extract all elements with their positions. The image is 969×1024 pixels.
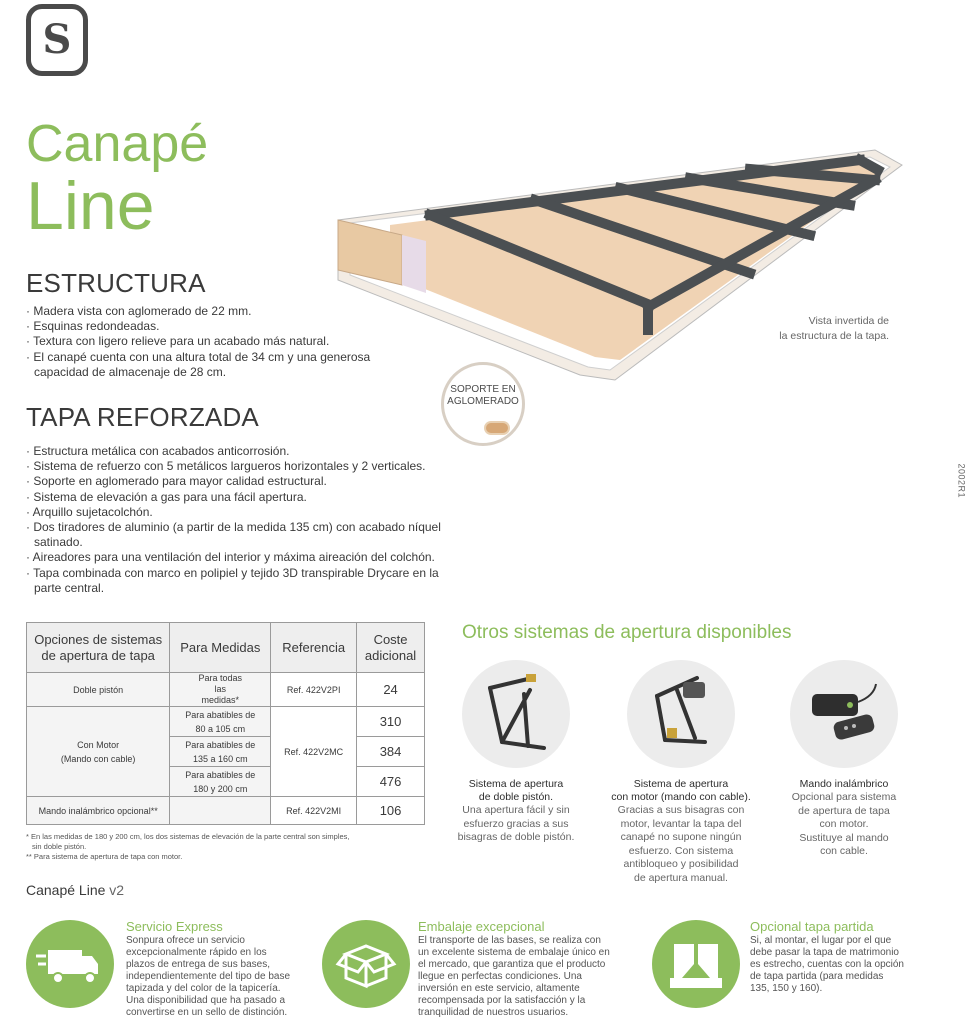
version-name: Canapé Line [26, 882, 106, 898]
feature-tapa-partida [750, 920, 950, 995]
feature-text-line: recompensada por la satisfacción y la [418, 995, 586, 1006]
medidas-line-1: Para abatibles de [185, 709, 256, 720]
product-title [26, 115, 209, 244]
tapa-heading: TAPA REFORZADA [26, 402, 259, 432]
medidas-line-2: 135 a 160 cm [193, 753, 248, 764]
table-row [27, 797, 425, 825]
package-box-icon [322, 920, 410, 1008]
table-row [27, 707, 425, 737]
cost-cell: 106 [357, 797, 425, 825]
medidas-cell [170, 767, 271, 797]
system-wireless [769, 660, 919, 859]
cost-cell: 24 [357, 673, 425, 707]
estructura-item: · Madera vista con aglomerado de 22 mm. [26, 304, 252, 318]
system-description-line: con cable. [820, 845, 868, 857]
medidas-line-1: Para abatibles de [185, 739, 256, 750]
cost-cell: 476 [357, 767, 425, 797]
estructura-item: · El canapé cuenta con una altura total de 34 cm y una generosa capacidad de almacenaje de 28 cm. [26, 349, 371, 379]
medidas-cell [170, 707, 271, 737]
feature-text-line: tapizada y del color de la tapicería. [126, 983, 281, 994]
estructura-item: · Textura con ligero relieve para un acabado más natural. [26, 334, 330, 349]
brand-logo [26, 4, 88, 76]
title-line-1: Canapé [26, 115, 209, 173]
feature-text-line: Sonpura ofrece un servicio [126, 935, 245, 946]
medidas-line-2: 80 a 105 cm [195, 723, 246, 734]
estructura-list [26, 304, 386, 380]
table-header: Referencia [271, 623, 357, 673]
feature-text-line: Si, al montar, el lugar por el que [750, 935, 892, 946]
table-header-row [27, 623, 425, 673]
support-badge [441, 362, 525, 446]
feature-text-line: debe pasar la tapa de matrimonio [750, 947, 899, 958]
feature-text-line: llegue en perfectas condiciones. Una [418, 971, 582, 982]
feature-text-line: inversión en este servicio, altamente [418, 983, 580, 994]
system-description-line: motor, levantar la tapa del [620, 817, 742, 830]
tapa-item: · Sistema de elevación a gas para una fácil apertura. [26, 489, 307, 504]
feature-text-line: 135, 150 y 160). [750, 983, 823, 994]
system-title-line-2: con motor (mando con cable). [611, 791, 751, 803]
bed-frame-illustration [330, 125, 905, 385]
system-double-piston [441, 660, 591, 845]
system-title-line-2: de doble pistón. [478, 791, 554, 803]
feature-embalaje [418, 920, 628, 1019]
system-description-line: Sustituye al mando [799, 831, 889, 844]
reference-cell: Ref. 422V2MC [271, 707, 357, 797]
system-title-line-1: Sistema de apertura [633, 778, 729, 790]
estructura-item: · Esquinas redondeadas. [26, 319, 160, 334]
tapa-list [26, 444, 446, 596]
system-description-line: canapé no supone ningún [620, 831, 742, 843]
badge-line-1: SOPORTE EN [450, 384, 516, 395]
medidas-cell [170, 737, 271, 767]
feature-servicio-express [126, 920, 316, 1019]
reference-cell: Ref. 422V2PI [271, 673, 357, 707]
badge-line-2: AGLOMERADO [447, 396, 519, 407]
system-description-line: con motor. [819, 818, 869, 830]
system-description-line: bisagras de doble pistón. [457, 831, 575, 843]
feature-title: Servicio Express [126, 919, 223, 934]
feature-text-line: un excelente sistema de embalaje único en [418, 947, 610, 958]
medidas-cell: Para todas las medidas* [170, 673, 271, 707]
option-line-1: Con Motor [77, 739, 120, 750]
tapa-item: · Arquillo sujetacolchón. [26, 504, 153, 519]
split-lid-icon [652, 920, 740, 1008]
table-header: Para Medidas [170, 623, 271, 673]
option-line-2: (Mando con cable) [60, 753, 136, 764]
medidas-line-1: Para abatibles de [185, 769, 256, 780]
system-title [769, 778, 919, 791]
system-title-line-1: Sistema de apertura [468, 778, 564, 790]
feature-title: Opcional tapa partida [750, 919, 874, 934]
system-title-line-1: Mando inalámbrico [799, 778, 889, 790]
feature-text [418, 935, 628, 1019]
system-title [441, 778, 591, 804]
delivery-truck-icon [26, 920, 114, 1008]
tapa-item: · Tapa combinada con marco en polipiel y tejido 3D transpirable Drycare en la parte central. [26, 565, 439, 595]
motor-hinge-icon [627, 660, 735, 768]
system-description-line: Gracias a sus bisagras con [617, 804, 745, 816]
options-table [26, 622, 425, 825]
other-systems-title: Otros sistemas de apertura disponibles [462, 622, 792, 643]
tapa-item: · Sistema de refuerzo con 5 metálicos largueros horizontales y 2 verticales. [26, 459, 426, 474]
cost-cell: 384 [357, 737, 425, 767]
image-caption-line-1: Vista invertida de [808, 315, 889, 327]
footnote-1a: * En las medidas de 180 y 200 cm, los dos sistemas de elevación de la parte central son simples, [26, 832, 350, 841]
image-caption [779, 314, 889, 344]
feature-text-line: tranquilidad de nuestros usuarios. [418, 1007, 569, 1018]
tapa-item: · Aireadores para una ventilación del interior y máxima aireación del colchón. [26, 550, 435, 565]
tapa-item: · Soporte en aglomerado para mayor calidad estructural. [26, 474, 327, 489]
footnotes [26, 832, 350, 862]
estructura-heading: ESTRUCTURA [26, 268, 206, 298]
system-description-line: esfuerzo gracias a sus [463, 817, 569, 830]
version-number: v2 [109, 882, 125, 898]
footnote-1b: sin doble pistón. [32, 842, 87, 851]
system-description [606, 804, 756, 885]
wireless-remote-icon [790, 660, 898, 768]
table-row [27, 673, 425, 707]
feature-text-line: de tapa partida (para medidas [750, 971, 884, 982]
feature-text-line: plazos de entrega de sus bases, [126, 959, 270, 970]
system-description [441, 804, 591, 845]
reference-cell: Ref. 422V2MI [271, 797, 357, 825]
system-description-line: esfuerzo. Con sistema [628, 844, 734, 857]
system-description-line: de apertura manual. [634, 871, 728, 884]
feature-text [750, 935, 950, 995]
system-description-line: Una apertura fácil y sin [462, 804, 570, 816]
medidas-cell [170, 797, 271, 825]
logo-glyph: S [42, 16, 72, 63]
option-cell: Mando inalámbrico opcional** [27, 797, 170, 825]
tapa-item: · Estructura metálica con acabados anticorrosión. [26, 444, 290, 458]
image-caption-line-2: la estructura de la tapa. [779, 330, 889, 342]
document-code: 2002R1 [957, 463, 967, 498]
system-description-line: antibloqueo y posibilidad [623, 858, 739, 870]
table-header: Coste adicional [357, 623, 425, 673]
double-piston-hinge-icon [462, 660, 570, 768]
option-cell [27, 707, 170, 797]
feature-text-line: excepcionalmente rápido en los [126, 947, 267, 958]
cost-cell: 310 [357, 707, 425, 737]
feature-text-line: Una disponibilidad que ha pasado a [126, 995, 286, 1006]
option-cell: Doble pistón [27, 673, 170, 707]
system-description-line: de apertura de tapa [798, 804, 890, 817]
feature-text-line: El transporte de las bases, se realiza con [418, 935, 601, 946]
feature-title: Embalaje excepcional [418, 919, 545, 934]
table-header: Opciones de sistemas de apertura de tapa [27, 623, 170, 673]
system-description [769, 791, 919, 859]
feature-text-line: independientemente del tipo de base [126, 971, 291, 982]
feature-text-line: el mercado, que garantiza que el producto [418, 959, 606, 970]
wood-sample-icon [484, 421, 510, 435]
feature-text-line: es estrecho, cuentas con la opción [750, 959, 904, 970]
footnote-2: ** Para sistema de apertura de tapa con motor. [26, 852, 183, 861]
system-title [606, 778, 756, 804]
medidas-line-2: 180 y 200 cm [193, 783, 248, 794]
feature-text-line: convertirse en un sello de distinción. [126, 1007, 288, 1018]
title-line-2: Line [26, 168, 155, 244]
system-description-line: Opcional para sistema [791, 791, 897, 803]
system-motor [606, 660, 756, 885]
version-label [26, 882, 124, 898]
tapa-item: · Dos tiradores de aluminio (a partir de la medida 135 cm) con acabado níquel satinado. [26, 520, 441, 550]
feature-text [126, 935, 316, 1019]
